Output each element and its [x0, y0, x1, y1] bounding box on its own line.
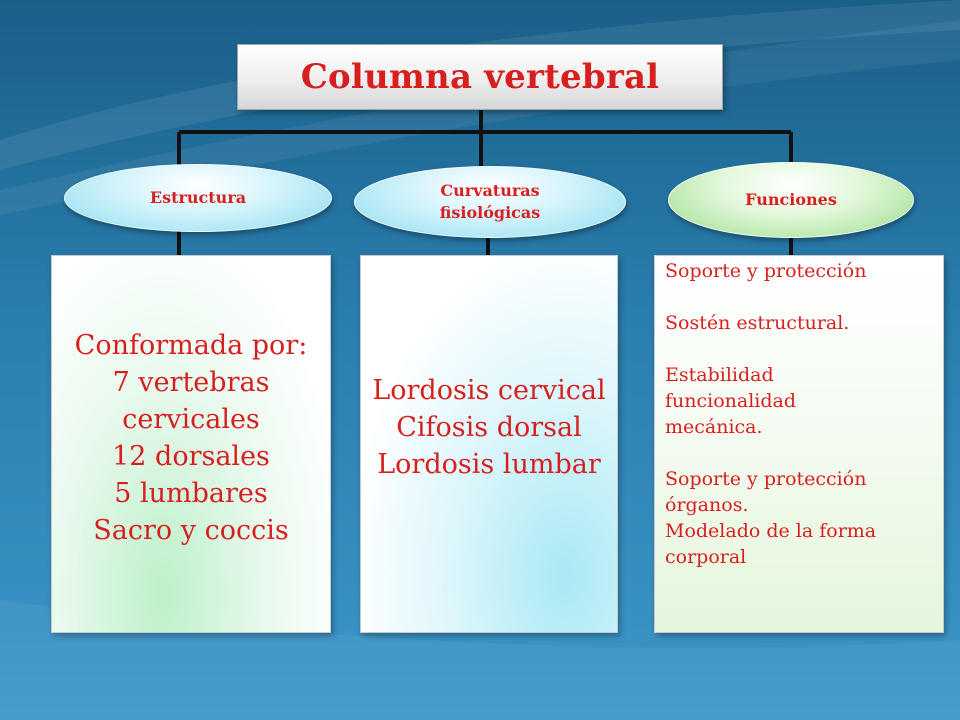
- funciones-spacer: [665, 336, 939, 362]
- category-label-curvaturas-line1: Curvaturas: [440, 181, 540, 200]
- funciones-line: funcionalidad: [665, 390, 797, 412]
- funciones-spacer: [665, 440, 939, 466]
- curvaturas-line: Cifosis dorsal: [396, 411, 582, 443]
- estructura-line: cervicales: [122, 404, 260, 435]
- estructura-line: 7 vertebras: [112, 367, 270, 398]
- diagram-title: Columna vertebral: [300, 57, 660, 97]
- funciones-line: corporal: [665, 546, 747, 568]
- funciones-line: Modelado de la forma: [665, 520, 877, 542]
- category-label-curvaturas-line2: fisiológicas: [439, 203, 541, 222]
- category-funciones: [668, 162, 914, 238]
- funciones-spacer: [665, 284, 939, 310]
- funciones-line: Soporte y protección: [665, 468, 867, 490]
- category-curvaturas: [354, 166, 626, 238]
- category-label-funciones: Funciones: [745, 190, 837, 209]
- funciones-line: Soporte y protección: [665, 260, 867, 282]
- funciones-line: Estabilidad: [665, 364, 774, 386]
- funciones-line: mecánica.: [665, 416, 763, 438]
- curvaturas-box: [360, 255, 618, 633]
- funciones-line: órganos.: [665, 494, 749, 516]
- funciones-box: [654, 255, 944, 633]
- category-label-estructura: Estructura: [149, 188, 247, 207]
- estructura-line: 12 dorsales: [112, 441, 270, 472]
- estructura-line: 5 lumbares: [114, 478, 268, 509]
- title-box: [237, 44, 723, 110]
- curvaturas-line: Lordosis lumbar: [377, 448, 601, 480]
- funciones-line: Sostén estructural.: [665, 312, 850, 334]
- estructura-line: Conformada por:: [74, 330, 308, 361]
- category-estructura: [64, 164, 332, 232]
- estructura-box: [51, 255, 331, 633]
- estructura-line: Sacro y coccis: [93, 515, 289, 546]
- curvaturas-line: Lordosis cervical: [372, 374, 606, 406]
